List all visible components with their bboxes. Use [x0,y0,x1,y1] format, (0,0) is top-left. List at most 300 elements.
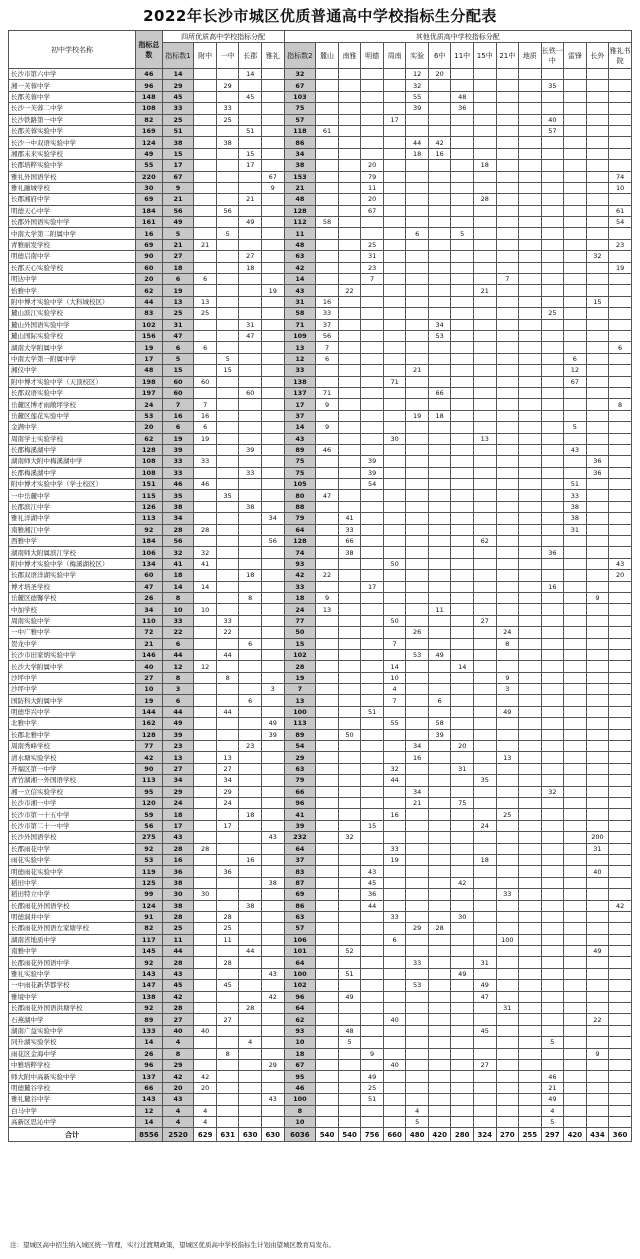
value-cell [564,661,587,672]
value-cell [564,1025,587,1036]
value-cell [609,524,632,535]
value-cell [216,171,239,182]
value-cell: 95 [136,786,163,797]
value-cell: 6 [194,422,217,433]
value-cell [261,980,284,991]
value-cell: 5 [564,422,587,433]
value-cell [609,1014,632,1025]
value-cell: 31 [284,296,316,307]
value-cell [194,114,217,125]
value-cell: 24 [473,820,496,831]
value-cell [261,251,284,262]
value-cell [261,763,284,774]
school-name-cell: 师大附中高新实验中学 [9,1071,136,1082]
value-cell [496,125,519,136]
value-cell [564,217,587,228]
value-cell [564,69,587,80]
value-cell [609,957,632,968]
value-cell [473,319,496,330]
value-cell [586,80,609,91]
value-cell: 57 [541,125,564,136]
value-cell [473,547,496,558]
value-cell: 18 [428,410,451,421]
value-cell [428,536,451,547]
value-cell [586,69,609,80]
value-cell [216,718,239,729]
value-cell [519,342,542,353]
value-cell [383,1105,406,1116]
value-cell [239,832,262,843]
value-cell: 33 [194,456,217,467]
value-cell [496,148,519,159]
value-cell [451,752,474,763]
value-cell [541,775,564,786]
value-cell [316,706,339,717]
value-cell [239,274,262,285]
value-cell [496,980,519,991]
value-cell [451,501,474,512]
value-cell [451,148,474,159]
value-cell [496,820,519,831]
value-cell [519,547,542,558]
value-cell: 6 [239,638,262,649]
value-cell: 13 [496,752,519,763]
header-school-col: 明德 [361,43,384,69]
school-name-cell: 开福区第一中学 [9,763,136,774]
value-cell: 146 [136,649,163,660]
value-cell [338,1003,361,1014]
value-cell [383,69,406,80]
value-cell: 16 [194,410,217,421]
value-cell [496,536,519,547]
value-cell: 74 [609,171,632,182]
value-cell [428,114,451,125]
value-cell [261,1048,284,1059]
value-cell: 14 [136,1037,163,1048]
value-cell [609,1003,632,1014]
value-cell: 79 [284,775,316,786]
value-cell: 16 [383,809,406,820]
value-cell [316,900,339,911]
value-cell [383,365,406,376]
value-cell: 61 [609,205,632,216]
value-cell [316,581,339,592]
value-cell [541,718,564,729]
value-cell [316,137,339,148]
value-cell [261,946,284,957]
value-cell [316,182,339,193]
value-cell [519,980,542,991]
value-cell [541,456,564,467]
value-cell [586,763,609,774]
value-cell: 102 [284,649,316,660]
value-cell [541,809,564,820]
value-cell [609,729,632,740]
value-cell [496,330,519,341]
value-cell [564,889,587,900]
value-cell [428,239,451,250]
header-school-col: 周南 [383,43,406,69]
table-row [9,934,632,945]
value-cell [541,239,564,250]
value-cell [338,604,361,615]
value-cell [361,547,384,558]
value-cell [541,752,564,763]
table-row [9,1116,632,1127]
value-cell [428,342,451,353]
value-cell [239,980,262,991]
value-cell [609,1105,632,1116]
value-cell [451,1105,474,1116]
value-cell [451,854,474,865]
value-cell [338,923,361,934]
value-cell [564,843,587,854]
value-cell: 27 [162,763,194,774]
value-cell [338,661,361,672]
value-cell [473,330,496,341]
value-cell [496,228,519,239]
value-cell [428,832,451,843]
value-cell [609,251,632,262]
value-cell [239,684,262,695]
value-cell: 28 [162,524,194,535]
value-cell [406,274,429,285]
value-cell [194,775,217,786]
value-cell: 7 [383,638,406,649]
value-cell [496,570,519,581]
value-cell: 47 [136,581,163,592]
value-cell [383,1082,406,1093]
value-cell [609,934,632,945]
value-cell [361,353,384,364]
value-cell: 29 [162,80,194,91]
school-name-cell: 长郡雨花外国语学校 [9,900,136,911]
value-cell: 9 [316,592,339,603]
value-cell [586,877,609,888]
value-cell [406,729,429,740]
value-cell [473,274,496,285]
footnote: 注：望城区高中招生纳入城区统一管理，实行过渡期政策，望城区优质高中学校指标生计划由望城区教育局发布。 [10,1241,335,1249]
value-cell [383,923,406,934]
value-cell [428,900,451,911]
value-cell [451,387,474,398]
value-cell: 30 [136,182,163,193]
value-cell [609,1071,632,1082]
value-cell [261,570,284,581]
value-cell [194,80,217,91]
value-cell [609,387,632,398]
value-cell: 4 [383,684,406,695]
school-name-cell: 雅礼实验中学 [9,968,136,979]
value-cell [338,387,361,398]
value-cell [261,205,284,216]
value-cell [541,991,564,1002]
value-cell: 137 [136,1071,163,1082]
value-cell: 39 [406,103,429,114]
value-cell: 62 [284,1014,316,1025]
value-cell [586,672,609,683]
value-cell [361,968,384,979]
value-cell: 55 [383,718,406,729]
value-cell [519,649,542,660]
value-cell [519,1003,542,1014]
value-cell [338,205,361,216]
value-cell [261,558,284,569]
table-row [9,422,632,433]
value-cell [519,752,542,763]
value-cell [496,308,519,319]
value-cell: 20 [609,570,632,581]
value-cell [541,649,564,660]
value-cell: 5 [216,228,239,239]
total-cell: 270 [496,1128,519,1142]
value-cell [609,536,632,547]
table-row [9,809,632,820]
value-cell: 113 [136,775,163,786]
value-cell [239,877,262,888]
value-cell [496,843,519,854]
value-cell [239,968,262,979]
value-cell [496,911,519,922]
school-name-cell: 石燕湖中学 [9,1014,136,1025]
value-cell [519,205,542,216]
value-cell [383,513,406,524]
value-cell: 23 [239,741,262,752]
value-cell: 29 [406,923,429,934]
value-cell [194,251,217,262]
school-name-cell: 长沙市第二十一中学 [9,820,136,831]
value-cell: 18 [473,160,496,171]
value-cell [564,1014,587,1025]
value-cell [451,171,474,182]
value-cell [496,444,519,455]
value-cell [338,228,361,239]
value-cell: 56 [136,820,163,831]
value-cell [564,1105,587,1116]
value-cell [496,695,519,706]
value-cell: 3 [496,684,519,695]
value-cell [428,672,451,683]
value-cell: 6 [162,274,194,285]
value-cell [194,991,217,1002]
value-cell: 69 [136,194,163,205]
school-name-cell: 北雅中学 [9,718,136,729]
value-cell [361,422,384,433]
value-cell [338,501,361,512]
value-cell [239,923,262,934]
value-cell: 72 [136,627,163,638]
value-cell: 19 [136,695,163,706]
value-cell [564,741,587,752]
value-cell [586,91,609,102]
total-cell: 8556 [136,1128,163,1142]
table-row [9,1003,632,1014]
value-cell: 220 [136,171,163,182]
value-cell [338,820,361,831]
value-cell [586,604,609,615]
table-row [9,501,632,512]
value-cell [261,820,284,831]
value-cell [473,137,496,148]
value-cell [428,741,451,752]
value-cell [609,444,632,455]
value-cell [609,319,632,330]
table-row [9,911,632,922]
value-cell [316,729,339,740]
value-cell [406,490,429,501]
value-cell: 27 [216,763,239,774]
value-cell [519,251,542,262]
value-cell [361,80,384,91]
value-cell [428,456,451,467]
value-cell: 44 [162,706,194,717]
value-cell [451,809,474,820]
value-cell [451,638,474,649]
value-cell [361,854,384,865]
value-cell: 7 [496,274,519,285]
value-cell [451,456,474,467]
value-cell: 38 [239,900,262,911]
value-cell [609,547,632,558]
value-cell [261,342,284,353]
value-cell [361,604,384,615]
table-row [9,968,632,979]
value-cell: 38 [216,137,239,148]
value-cell: 138 [284,376,316,387]
value-cell [564,649,587,660]
value-cell [541,832,564,843]
value-cell: 113 [136,513,163,524]
value-cell [564,775,587,786]
value-cell [239,536,262,547]
value-cell [564,319,587,330]
value-cell [541,524,564,535]
value-cell: 12 [406,69,429,80]
school-name-cell: 稻田中学 [9,877,136,888]
value-cell: 43 [284,285,316,296]
value-cell [451,490,474,501]
value-cell [383,1048,406,1059]
value-cell [194,319,217,330]
value-cell [216,422,239,433]
value-cell [428,570,451,581]
value-cell: 38 [564,513,587,524]
value-cell [361,809,384,820]
school-name-cell: 明达中学 [9,274,136,285]
value-cell [383,900,406,911]
table-row [9,763,632,774]
value-cell [216,1116,239,1127]
total-cell: 630 [239,1128,262,1142]
value-cell [216,946,239,957]
value-cell [609,513,632,524]
value-cell: 34 [406,741,429,752]
value-cell: 18 [406,148,429,159]
value-cell [541,251,564,262]
table-row [9,775,632,786]
value-cell [361,649,384,660]
value-cell [586,889,609,900]
value-cell: 80 [284,490,316,501]
value-cell: 28 [194,843,217,854]
value-cell [541,387,564,398]
value-cell: 89 [284,444,316,455]
value-cell: 11 [428,604,451,615]
value-cell [338,854,361,865]
value-cell [338,627,361,638]
value-cell [338,433,361,444]
value-cell [239,114,262,125]
value-cell [261,467,284,478]
value-cell [239,376,262,387]
value-cell [541,171,564,182]
value-cell: 69 [284,889,316,900]
value-cell [586,570,609,581]
value-cell [361,980,384,991]
value-cell [519,330,542,341]
value-cell [519,467,542,478]
value-cell: 8 [239,592,262,603]
value-cell [428,285,451,296]
value-cell [194,217,217,228]
value-cell [406,570,429,581]
header-school-col: 实验 [406,43,429,69]
value-cell [383,262,406,273]
value-cell [451,296,474,307]
value-cell [216,889,239,900]
value-cell [194,285,217,296]
value-cell [239,171,262,182]
value-cell [361,217,384,228]
value-cell: 26 [136,592,163,603]
value-cell: 4 [162,1105,194,1116]
value-cell [338,217,361,228]
value-cell: 16 [316,296,339,307]
value-cell [519,285,542,296]
value-cell [239,1059,262,1070]
table-row [9,217,632,228]
value-cell [316,410,339,421]
value-cell [194,365,217,376]
value-cell [261,456,284,467]
value-cell [194,1037,217,1048]
value-cell [239,604,262,615]
value-cell [216,581,239,592]
value-cell: 39 [162,729,194,740]
value-cell [216,661,239,672]
value-cell [338,1048,361,1059]
school-name-cell: 明德天心中学 [9,205,136,216]
value-cell [519,376,542,387]
value-cell: 18 [162,262,194,273]
school-name-cell: 麓山国际实验学校 [9,330,136,341]
value-cell [194,1059,217,1070]
value-cell: 7 [361,274,384,285]
value-cell [451,695,474,706]
value-cell: 49 [361,1071,384,1082]
value-cell [473,456,496,467]
value-cell [194,444,217,455]
value-cell [194,570,217,581]
value-cell [383,296,406,307]
value-cell [496,558,519,569]
value-cell [586,205,609,216]
value-cell: 9 [496,672,519,683]
value-cell [586,217,609,228]
value-cell [316,285,339,296]
value-cell: 100 [284,968,316,979]
value-cell [261,239,284,250]
